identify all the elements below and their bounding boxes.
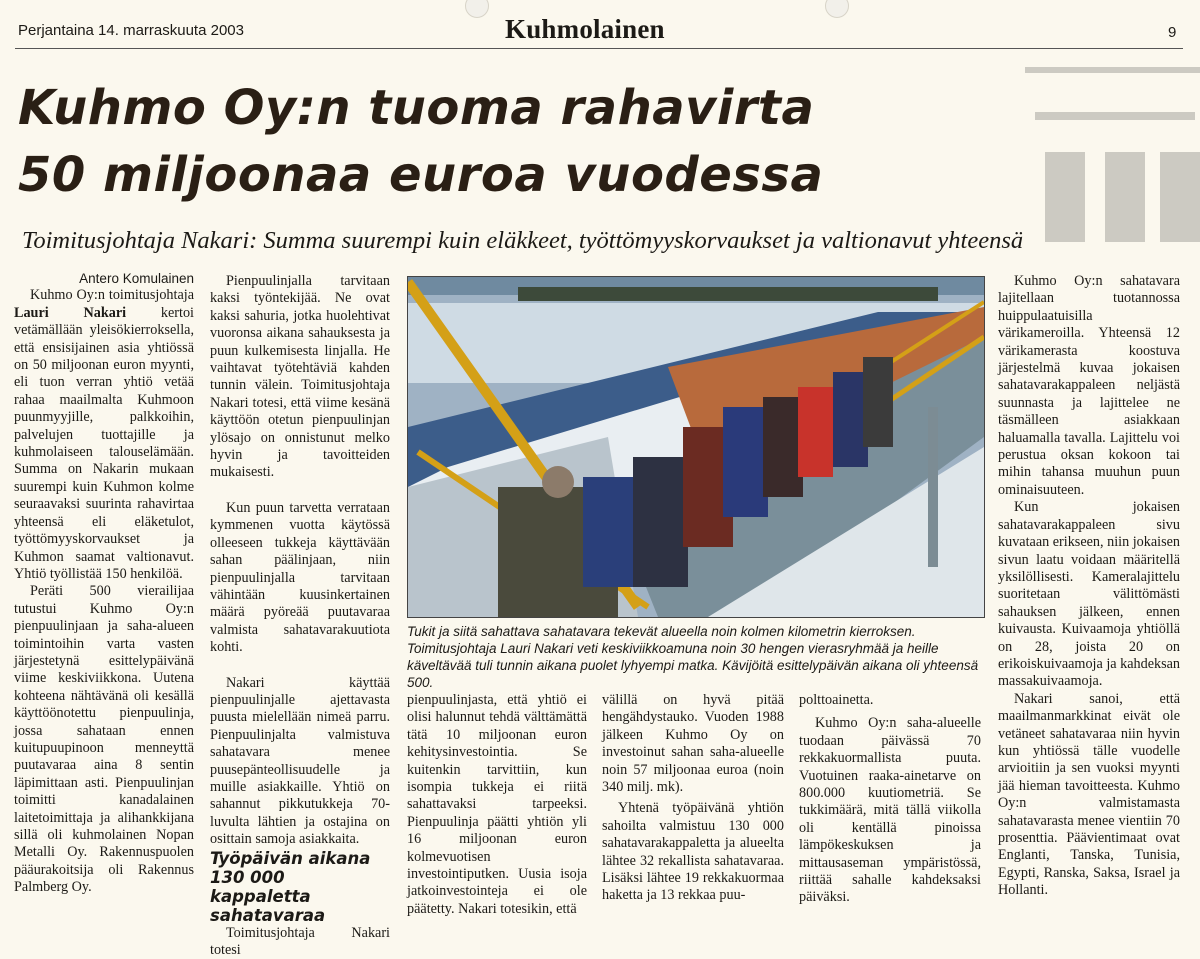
adjacent-clipping bbox=[1005, 52, 1200, 262]
paragraph: polttoainetta. bbox=[799, 692, 874, 708]
paragraph: Kun puun tarvetta verrataan kymmenen vuotta käytössä olleeseen tukkeja käyttävään sahan päälinjaan, niin pienpuulinjalla tarvitaan vähintään kuusinkertainen määrä pyöreää puutavaraa valmista sahatavarakuutiota kohti. bbox=[210, 499, 390, 656]
newspaper-title: Kuhmolainen bbox=[505, 14, 665, 44]
column-3 bbox=[407, 692, 587, 918]
paragraph bbox=[14, 287, 194, 583]
photo-caption: Tukit ja siitä sahattava sahatavara tekevät alueella noin kolmen kilometrin kierroksen. Toimitusjohtaja Lauri Nakari veti keskiviikkoamuna noin 30 hengen vierasryhmää ja heille käveltävää tuli tunnin aikana puolet lyhyempi matka. Kävijöitä esittelypäivän aikana oli yhteensä 500. bbox=[407, 624, 979, 690]
subheadline: Toimitusjohtaja Nakari: Summa suurempi kuin eläkkeet, työttömyyskorvaukset ja valtionavut yhteensä bbox=[22, 227, 1024, 254]
column-5 bbox=[799, 692, 981, 907]
paragraph: Peräti 500 vierailijaa tutustui Kuhmo Oy:n pienpuulinjaan ja saha-alueen toimintoihin varta vasten järjestetynä esittelypäivänä viime keskiviikkona. Uutena kohteena nähtävänä oli kesällä käyttöönotettu pienpuulinja, jossa sahataan ennen kuitupuupinoon menneyttä puutavaraa aina 8 sentin läpimittaan asti. Pienpuulinjan toimitti kanadalainen laitetoimittaja ja alihankkijana sillä oli kuhmolainen Nopan Metalli Oy. Rakennuspuolen pääurakoitsija oli Rakennus Palmberg Oy. bbox=[14, 583, 194, 896]
page-number: 9 bbox=[1168, 24, 1177, 41]
paragraph: Kuhmo Oy:n sahatavara lajitellaan tuotannossa huippulaatuisilla värikameroilla. Yhteensä 12 värikamerasta koostuva järjestelmä kuvaa jokaisen sahatavarakappaleen neljästä suunnasta ja lajittelee ne täsmälleen asiakkaan haluamalla tavalla. Lajittelu voi perustua oksan kokoon tai mihin tahansa muuhun puun ominaisuuteen. bbox=[998, 273, 1180, 498]
section-subheading: Työpäivän aikana 130 000 kappaletta sahatavaraa bbox=[210, 848, 371, 925]
column-4 bbox=[602, 692, 784, 905]
byline: Antero Komulainen bbox=[79, 271, 194, 286]
column-2 bbox=[210, 273, 390, 959]
header-rule bbox=[15, 48, 1183, 49]
paragraph: Nakari käyttää pienpuulinjalle ajettavasta puusta mielellään nimeä parru. Pienpuulinjalta valmistuva sahatavara menee puusepänteollisuudelle ja muille asiakkaille. Yhtiö on sahannut pikkutukkeja 70-luvulta lähtien ja ostajina on osittain samoja asiakkaita. bbox=[210, 674, 390, 848]
column-1 bbox=[14, 270, 194, 897]
paragraph: Kun jokaisen sahatavarakappaleen sivu kuvataan erikseen, niin jokaisen sivun laatu voidaan määritellä yksilöllisesti. Kameralajittelu suoritetaan välittömästi sahauksen jälkeen, ennen kuivausta. Kuivaamoja yhtiöllä on 28, joista 20 on erikoiskuivaamoja ja kahdeksan massakuivaamoja. bbox=[998, 499, 1181, 690]
column-6 bbox=[998, 273, 1180, 900]
paragraph: Yhtenä työpäivänä yhtiön sahoilta valmistuu 130 000 sahatavarakappaletta ja alueelta lähtee 32 rekallista sahatavaraa. Lisäksi lähtee 19 rekkakuormaa haketta ja 13 rekkaa puu- bbox=[602, 800, 784, 904]
issue-date: Perjantaina 14. marraskuuta 2003 bbox=[18, 22, 244, 39]
punch-hole-right bbox=[825, 0, 849, 18]
paragraph: pienpuulinjasta, että yhtiö ei olisi halunnut tehdä välttämättä tätä 10 miljoonan euron kehitysinvestointia. Se kuitenkin tarvittiin, kun isompia tukkeja ei riitä sahattavaksi tarpeeksi. Pienpuulinja päätti yhtiön yli 16 miljoonan euron kolmevuotisen investointiputken. Uusia isoja jatkoinvestointeja ei ole päätetty. Nakari totesikin, että bbox=[407, 692, 587, 917]
paragraph: Pienpuulinjalla tarvitaan kaksi työntekijää. Ne ovat kaksi sahuria, jotka huolehtivat vuoronsa aikana sahauksesta ja puun kulkemisesta linjalla. He vaihtavat työtehtäviä kahden tunnin välein. Toimitusjohtaja Nakari totesi, että viime kesänä käyttöön otetun pienpuulinjan ylösajo on onnistunut melko hyvin ja tavoitteiden mukaisesti. bbox=[210, 273, 390, 481]
punch-hole-left bbox=[465, 0, 489, 18]
person-name: Lauri Nakari bbox=[14, 304, 127, 321]
paragraph: Nakari sanoi, että maailmanmarkkinat eivät ole vetäneet sahatavaraa niin hyvin kun yhtiössä tälle vuodelle arvioitiin ja sen vuoksi myynti jää hieman tavoitteesta. Kuhmo Oy:n valmistamasta sahatavarasta menee vientiin 70 prosenttia. Päävientimaat ovat Englanti, Tanska, Tunisia, Egypti, Ranska, Saksa, Israel ja Hollanti. bbox=[998, 690, 1180, 899]
headline-line-2: 50 miljoonaa euroa vuodessa bbox=[18, 147, 824, 203]
paragraph: Kuhmo Oy:n saha-alueelle tuodaan päivässä 70 rekkakuormallista puuta. Vuotuinen raaka-ainetarve on 800.000 kuutiometriä. Se tukkimäärä, mitä tällä viikolla oli kentällä pinoissa lämpökeskuksen ja mittausaseman ympäristössä, riittää sahalle kahdeksaksi päiväksi. bbox=[799, 715, 981, 906]
headline-line-1: Kuhmo Oy:n tuoma rahavirta bbox=[18, 80, 815, 136]
paragraph-text: kertoi vetämällään yleisökierroksella, että ensisijainen asia yhtiössä on 50 miljoonan euron myynti, eli tuon verran yhtiö vetää rahaa maailmalta Kuhmoon puunmyyjille, palkkoihin, palvelujen tuottajille ja kuhmolaiseen talouselämään. Summa on Nakarin mukaan suurempi kuin Kuhmon kolme seuraavaksi suurinta rahavirtaa yhteensä eli eläketulot, työttömyyskorvaukset ja Kuhmon saamat valtionavut. Yhtiö työllistää 150 henkilöä. bbox=[14, 304, 194, 582]
paragraph: välillä on hyvä pitää hengähdystauko. Vuoden 1988 jälkeen Kuhmo Oy on investoinut sahan saha-alueelle noin 57 miljoonaa euroa (noin 340 milj. mk). bbox=[602, 692, 784, 796]
news-photo bbox=[407, 276, 985, 618]
paragraph-text: Kuhmo Oy:n toimitusjohtaja bbox=[30, 287, 194, 304]
paragraph: Toimitusjohtaja Nakari totesi bbox=[210, 924, 390, 958]
